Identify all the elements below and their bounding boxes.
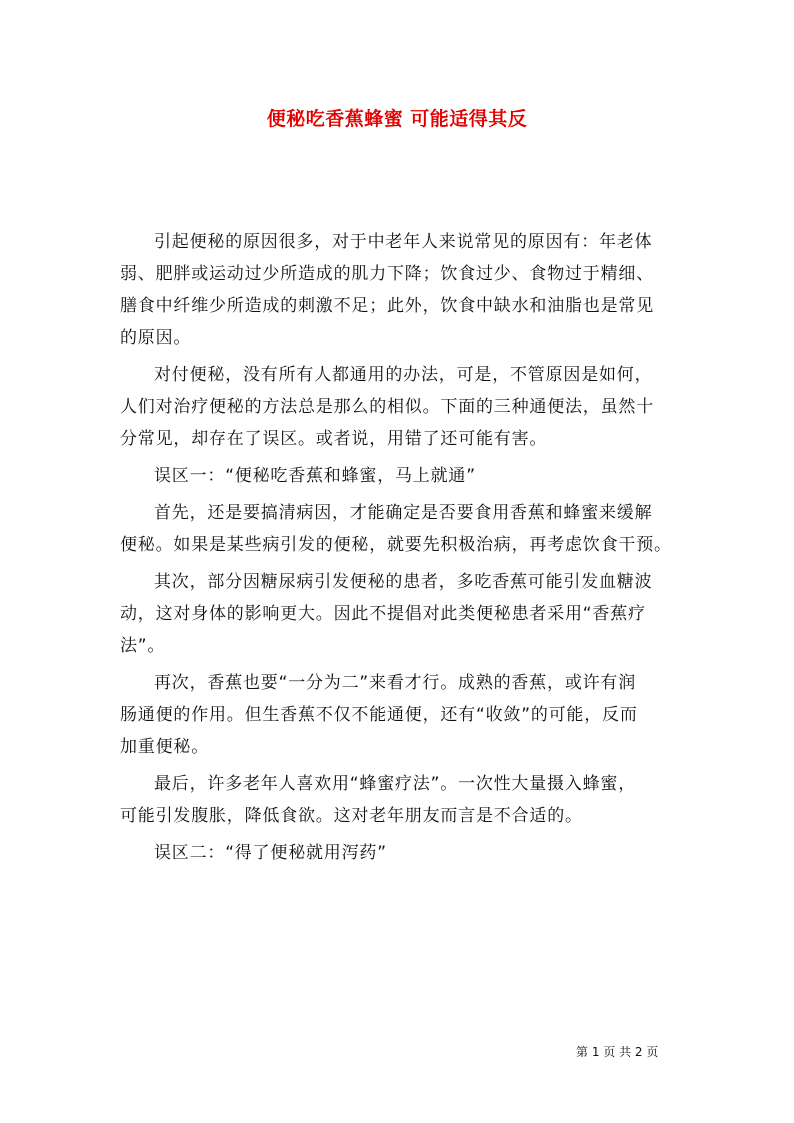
article-body — [120, 226, 686, 869]
text-line: 对付便秘，没有所有人都通用的办法，可是，不管原因是如何， — [154, 365, 653, 385]
text-line: 可能引发腹胀，降低食欲。这对老年朋友而言是不合适的。 — [120, 806, 583, 826]
section-heading-myth-2 — [120, 837, 686, 869]
text-line: 首先，还是要搞清病因，才能确定是否要食用香蕉和蜂蜜来缓解 — [154, 503, 653, 523]
text-line: 膳食中纤维少所造成的刺激不足；此外，饮食中缺水和油脂也是常见 — [120, 296, 654, 316]
text-line: 引起便秘的原因很多，对于中老年人来说常见的原因有：年老体 — [154, 232, 653, 252]
text-line: 其次，部分因糖尿病引发便秘的患者，多吃香蕉可能引发血糖波 — [154, 572, 653, 592]
text-line: 便秘。如果是某些病引发的便秘，就要先积极治病，再考虑饮食干预。 — [120, 535, 672, 555]
text-line: 肠通便的作用。但生香蕉不仅不能通便，还有“收敛”的可能，反而 — [120, 705, 638, 725]
paragraph-causes — [120, 226, 686, 354]
text-line: 弱、肥胖或运动过少所造成的肌力下降；饮食过少、食物过于精细、 — [120, 264, 654, 284]
paragraph-second — [120, 566, 686, 662]
text-line: 人们对治疗便秘的方法总是那么的相似。下面的三种通便法，虽然十 — [120, 397, 654, 417]
paragraph-first — [120, 497, 686, 561]
paragraph-intro — [120, 359, 686, 455]
text-line: 误区二：“得了便秘就用泻药” — [154, 843, 387, 863]
text-line: 加重便秘。 — [120, 737, 209, 757]
text-line: 法”。 — [120, 636, 166, 656]
paragraph-third — [120, 667, 686, 763]
page-footer: 第 1 页 共 2 页 — [576, 1045, 659, 1059]
page-title: 便秘吃香蕉蜂蜜 可能适得其反 — [266, 108, 528, 130]
text-line: 误区一：“便秘吃香蕉和蜂蜜，马上就通” — [154, 466, 476, 486]
text-line: 分常见，却存在了误区。或者说，用错了还可能有害。 — [120, 429, 548, 449]
text-line: 再次，香蕉也要“一分为二”来看才行。成熟的香蕉，或许有润 — [154, 673, 637, 693]
text-line: 的原因。 — [120, 328, 192, 348]
text-line: 最后，许多老年人喜欢用“蜂蜜疗法”。一次性大量摄入蜂蜜， — [154, 774, 637, 794]
paragraph-last — [120, 768, 686, 832]
text-line: 动，这对身体的影响更大。因此不提倡对此类便秘患者采用“香蕉疗 — [120, 604, 646, 624]
section-heading-myth-1 — [120, 460, 686, 492]
